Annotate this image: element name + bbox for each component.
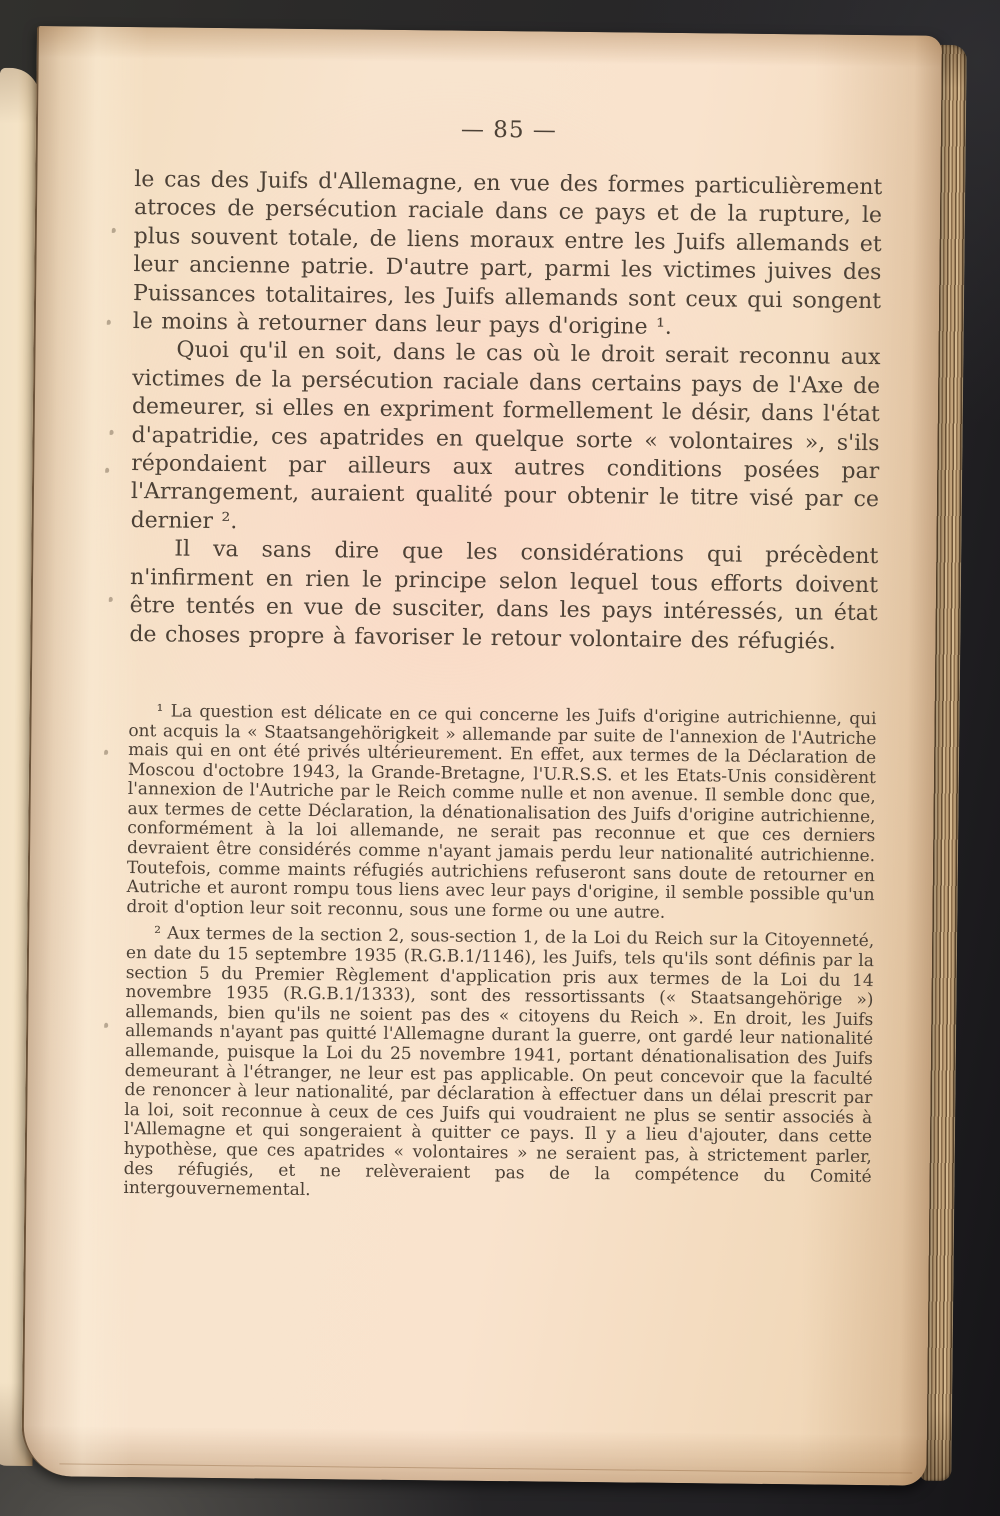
book-page: [21, 26, 942, 1486]
footnotes-section: [123, 702, 876, 1207]
page-content: [123, 27, 884, 1214]
ink-speck: [104, 750, 108, 755]
ink-speck: [109, 597, 113, 602]
footnote-1: ¹ La question est délicate en ce qui concerne les Juifs d'origine autrichienne, qui ont acquis la « Staatsangehörigkeit » allemande par suite de l'annexion de l'Autriche mais qui en ont été privés ultérieurement. En effet, aux termes de la Déclaration de Moscou d'octobre 1943, la Grande-Bretagne, l'U.R.S.S. et les Etats-Unis considèrent l'annexion de l'Autriche par le Reich comme nulle et non avenue. Il semble donc que, aux termes de cette Déclaration, la dénationalisation des Juifs d'origine autrichienne, conformément à la loi allemande, ne serait pas reconnue et que ces derniers devraient être considérés comme n'ayant jamais perdu leur nationalité autrichienne. Toutefois, comme maints réfugiés autrichiens refuseront sans doute de retourner en Autriche et auront rompu tous liens avec leur pays d'origine, il semble possible qu'un droit d'option leur soit reconnu, sous une forme ou une autre.: [126, 701, 877, 923]
book: [21, 26, 967, 1492]
body-paragraph-2: Quoi qu'il en soit, dans le cas où le droit serait reconnu aux victimes de la persécution raciale dans certains pays de l'Axe de demeurer, si elles en expriment formellement le désir, dans l'état d'apatridie, ces apatrides en quelque sorte « volontaires », s'ils répondaient par ailleurs aux autres conditions posées par l'Arrangement, auraient qualité pour obtenir le titre visé par ce dernier ².: [130, 337, 881, 535]
body-paragraph-3: Il va sans dire que les considérations qui précèdent n'infirment en rien le principe selon lequel tous efforts doivent être tentés en vue de susciter, dans les pays intéressés, un état de choses propre à favoriser le retour volontaire des réfugiés.: [129, 536, 879, 655]
page-number: — 85 —: [460, 116, 557, 144]
footnote-2: ² Aux termes de la section 2, sous-section 1, de la Loi du Reich sur la Citoyenneté, en date du 15 septembre 1935 (R.G.B.1/1146), les Juifs, tels qu'ils sont définis par la section 5 du Premier Règlement d'application pris aux termes de la Loi du 14 novembre 1935 (R.G.B.1/1333), sont des ressortissants (« Staatsangehörige ») allemands, bien qu'ils ne soient pas des « citoyens du Reich ». En droit, les Juifs allemands n'ayant pas quitté l'Allemagne durant la guerre, ont gardé leur nationalité allemande, puisque la Loi du 25 novembre 1941, portant dénationalisation des Juifs demeurant à l'étranger, ne leur est pas applicable. On peut concevoir que la faculté de renoncer à leur nationalité, par déclaration à effectuer dans un délai prescrit par la loi, soit reconnue à ceux de ces Juifs qui voudraient ne plus se sentir associés à l'Allemagne et qui songeraient à quitter ce pays. Il y a lieu d'ajouter, dans cette hypothèse, que ces apatrides « volontaires » ne seraient pas, à strictement parler, des réfugiés, et ne relèveraient pas de la compétence du Comité intergouvernemental.: [123, 923, 875, 1201]
ink-speck: [105, 468, 109, 473]
ink-speck: [104, 1023, 108, 1028]
ink-speck: [112, 228, 116, 233]
body-paragraph-1: le cas des Juifs d'Allemagne, en vue des formes particulièrement atroces de persécution raciale dans ce pays et de la rupture, le plus souvent totale, de liens moraux entre les Juifs allemands et leur ancienne patrie. D'autre part, parmi les victimes juives des Puissances totalitaires, les Juifs allemands sont ceux qui songent le moins à retourner dans leur pays d'origine ¹.: [132, 167, 883, 340]
ink-speck: [107, 320, 111, 325]
ink-speck: [110, 430, 114, 435]
